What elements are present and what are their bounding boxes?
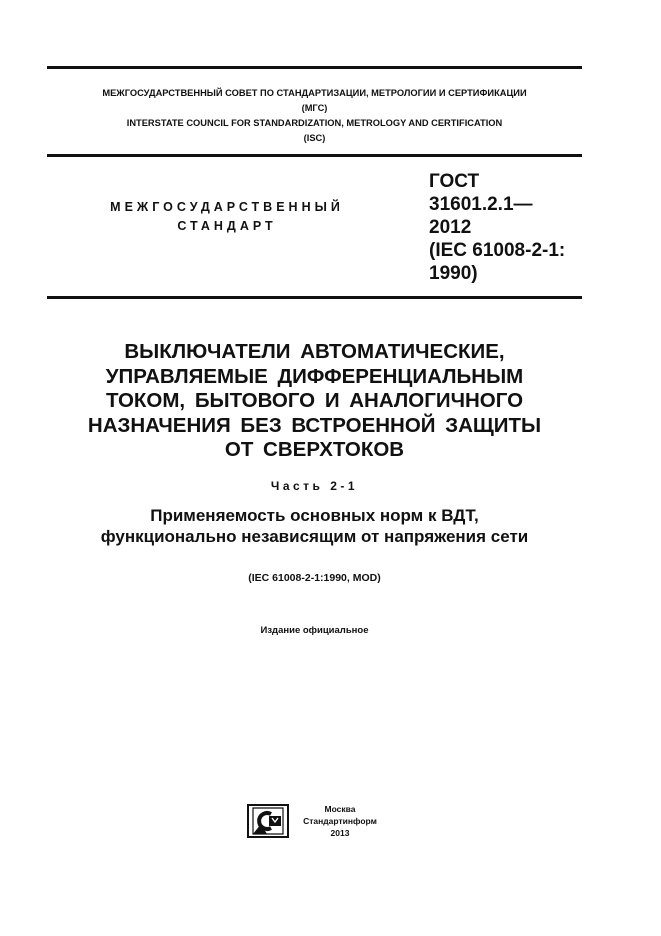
subtitle-line1: Применяемость основных норм к ВДТ, [150, 506, 479, 525]
document-subtitle [47, 505, 582, 547]
iec-reference: (IEC 61008-2-1:1990, MOD) [248, 572, 381, 584]
title-line3: ТОКОМ, БЫТОВОГО И АНАЛОГИЧНОГО [105, 389, 524, 412]
title-line5: ОТ СВЕРХТОКОВ [224, 438, 405, 461]
publisher-year: 2013 [330, 828, 350, 838]
designation-iec-line2: 1990) [429, 263, 478, 284]
header-rule [47, 154, 582, 157]
part-number: Часть 2-1 [270, 479, 359, 493]
edition-label: Издание официальное [260, 625, 369, 636]
standard-designation [429, 170, 589, 285]
standard-type-line2: СТАНДАРТ [177, 219, 277, 233]
top-rule [47, 66, 582, 69]
publisher-name: Стандартинформ [303, 816, 377, 826]
designation-iec-line1: (IEC 61008-2-1: [429, 240, 566, 261]
council-ru-name: МЕЖГОСУДАРСТВЕННЫЙ СОВЕТ ПО СТАНДАРТИЗАЦИИ, МЕТРОЛОГИИ И СЕРТИФИКАЦИИ [102, 88, 527, 98]
title-line2: УПРАВЛЯЕМЫЕ ДИФФЕРЕНЦИАЛЬНЫМ [105, 364, 524, 388]
title-line4: НАЗНАЧЕНИЯ БЕЗ ВСТРОЕННОЙ ЗАЩИТЫ [87, 413, 542, 437]
designation-prefix: ГОСТ [429, 171, 480, 192]
designation-rule [47, 296, 582, 299]
title-line1: ВЫКЛЮЧАТЕЛИ АВТОМАТИЧЕСКИЕ, [124, 340, 505, 363]
publisher-city: Москва [324, 804, 356, 814]
council-en-abbr: (ISC) [303, 133, 326, 143]
standard-type-line1: МЕЖГОСУДАРСТВЕННЫЙ [110, 200, 344, 214]
designation-number: 31601.2.1— [429, 194, 533, 215]
standard-type [47, 198, 407, 236]
subtitle-line2: функционально независящим от напряжения сети [100, 527, 529, 546]
council-header [47, 86, 582, 146]
document-title [47, 340, 582, 463]
council-en-name: INTERSTATE COUNCIL FOR STANDARDIZATION, METROLOGY AND CERTIFICATION [126, 118, 503, 128]
council-ru-abbr: (МГС) [301, 103, 328, 113]
designation-year: 2012 [429, 217, 472, 238]
standartinform-logo-icon [247, 804, 289, 838]
publisher-block [295, 803, 385, 839]
